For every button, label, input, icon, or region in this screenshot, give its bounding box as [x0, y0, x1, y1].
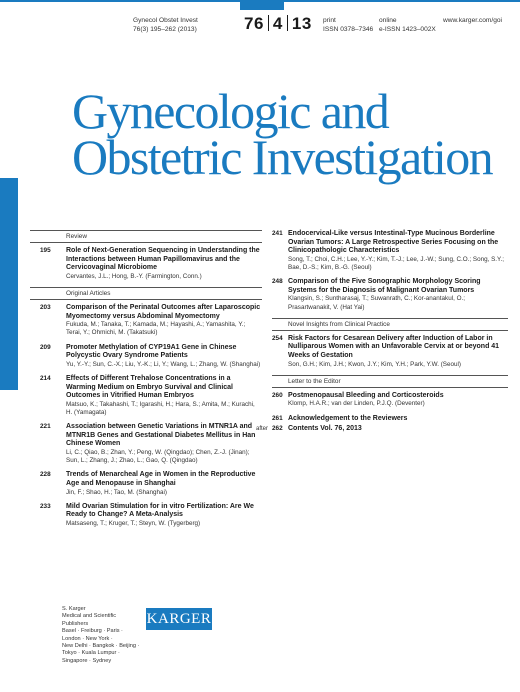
- toc-entry: [256, 425, 508, 434]
- page-prefix: after: [256, 426, 269, 433]
- online-issn: e-ISSN 1423–002X: [379, 26, 436, 33]
- page-number: 254: [272, 334, 283, 342]
- print-issn-block: [323, 16, 373, 34]
- article-authors: Matsaseng, T.; Kruger, T.; Steyn, W. (Tygerberg): [66, 519, 201, 527]
- article-authors: Klangsin, S.; Suntharasaj, T.; Suwanrath, C.; Kor-anantakul, O.; Prasartwanakit, V. (Hat Yai): [288, 295, 465, 311]
- article-title: Comparison of the Perinatal Outcomes after Laparoscopic Myomectomy versus Abdominal Myomectomy: [66, 303, 261, 320]
- article-title: Acknowledgement to the Reviewers: [288, 414, 408, 422]
- page-number: 261: [272, 414, 283, 422]
- article-authors: Matsuo, K.; Takahashi, T.; Igarashi, H.; Hara, S.; Amita, M.; Kurachi, H. (Yamagata): [66, 400, 255, 416]
- article-authors: Fukuda, M.; Tanaka, T.; Kamada, M.; Hayashi, A.; Yamashita, Y.; Terai, Y.; Ohmichi, M. (Takatsuki): [66, 321, 246, 337]
- toc-entry: [30, 344, 262, 369]
- toc-entry: [272, 392, 508, 409]
- article-title: Contents Vol. 76, 2013: [288, 425, 362, 433]
- online-label: online: [379, 17, 397, 24]
- toc-entry: [30, 503, 262, 528]
- article-authors: Jin, F.; Shao, H.; Tao, M. (Shanghai): [66, 488, 168, 496]
- page-number: 241: [272, 230, 283, 237]
- page-number: 209: [40, 343, 51, 351]
- article-authors: Song, T.; Choi, C.H.; Lee, Y.-Y.; Kim, T.-J.; Lee, J.-W.; Sung, C.O.; Song, S.Y.; Bae, D.-S.; Kim, B.-G. (Seoul): [288, 255, 504, 271]
- journal-title: [72, 83, 512, 185]
- article-title: Endocervical-Like versus Intestinal-Type Mucinous Borderline Ovarian Tumors: A Large Retrospective Series Focusing on the Clinicopathologic Characteristics: [288, 230, 499, 255]
- toc-entry: [30, 423, 262, 465]
- contents-right-column: [256, 230, 508, 436]
- section-heading: Review: [30, 230, 262, 243]
- journal-citation: [133, 16, 198, 34]
- journal-volume-pages: 76(3) 195–262 (2013): [133, 26, 197, 33]
- page-number: 262: [272, 425, 283, 433]
- article-title: Association between Genetic Variations in MTNR1A and MTNR1B Genes and Gestational Diabetes Mellitus in Han Chinese Women: [66, 423, 256, 448]
- side-color-bar: [0, 178, 18, 390]
- page-number: 233: [40, 502, 51, 510]
- top-color-tab: [240, 0, 284, 10]
- article-authors: Klomp, H.A.R.; van der Linden, P.J.Q. (Deventer): [288, 400, 425, 408]
- page-number: 248: [272, 278, 283, 286]
- issue-number-value: 4: [272, 14, 283, 33]
- toc-entry: [30, 471, 262, 496]
- page-number: 228: [40, 471, 51, 479]
- contents-left-column: [30, 230, 262, 534]
- print-label: print: [323, 17, 336, 24]
- toc-entry: [30, 304, 262, 338]
- toc-entry: [272, 278, 508, 312]
- print-issn: ISSN 0378–7346: [323, 26, 374, 33]
- article-title: Trends of Menarcheal Age in Women in the Reproductive Age and Menopause in Shanghai: [66, 471, 256, 487]
- page-number: 203: [40, 303, 51, 311]
- page-number: 221: [40, 423, 51, 431]
- journal-abbrev: Gynecol Obstet Invest: [133, 17, 198, 24]
- issue-number: [244, 14, 312, 34]
- article-title: Effects of Different Trehalose Concentrations in a Warming Medium on Embryo Survival and Clinical Outcomes in Vitrified Human Embryos: [66, 374, 233, 400]
- page-number: 260: [272, 391, 283, 399]
- section-heading: Original Articles: [30, 287, 262, 300]
- page-number: 195: [40, 247, 51, 254]
- toc-entry: [30, 247, 262, 281]
- publisher-address: S. Karger Medical and Scientific Publishers Basel · Freiburg · Paris · London · New York · New Delhi · Bangkok · Beijing · Tokyo · Kuala Lumpur · Singapore · Sydney: [62, 606, 140, 664]
- article-title: Role of Next-Generation Sequencing in Understanding the Interactions between Human Papillomavirus and the Cervicovaginal Microbiome: [66, 247, 260, 272]
- article-authors: Li, C.; Qiao, B.; Zhan, Y.; Peng, W. (Qingdao); Chen, Z.-J. (Jinan); Sun, L.; Zhang, J.; Zhao, L.; Gao, Q. (Qingdao): [66, 448, 250, 465]
- issue-divider: [287, 15, 288, 31]
- toc-entry: [272, 335, 508, 369]
- article-title: Comparison of the Five Sonographic Morphology Scoring Systems for the Diagnosis of Malignant Ovarian Tumors: [288, 278, 481, 294]
- toc-entry: [272, 415, 508, 424]
- article-title: Promoter Methylation of CYP19A1 Gene in Chinese Polycystic Ovary Syndrome Patients: [66, 343, 237, 360]
- toc-entry: [272, 230, 508, 272]
- article-authors: Yu, Y.-Y.; Sun, C.-X.; Liu, Y.-K.; Li, Y.; Wang, L.; Zhang, W. (Shanghai): [66, 360, 261, 368]
- article-title: Mild Ovarian Stimulation for in vitro Fertilization: Are We Ready to Change? A Meta-Analysis: [66, 502, 254, 519]
- issue-divider: [268, 15, 269, 31]
- journal-website: www.karger.com/goi: [443, 17, 502, 24]
- volume-number: 76: [244, 14, 264, 33]
- page-number: 214: [40, 374, 51, 382]
- article-title: Risk Factors for Cesarean Delivery after Induction of Labor in Nulliparous Women with an Unfavorable Cervix at or beyond 41 Weeks of Gestation: [288, 334, 500, 359]
- toc-entry: [30, 375, 262, 417]
- article-authors: Cervantes, J.L.; Hong, B.-Y. (Farmington, Conn.): [66, 272, 202, 280]
- journal-title-line2: Obstetric Investigation: [72, 129, 493, 185]
- online-issn-block: [379, 16, 436, 34]
- year-number: 13: [291, 14, 312, 33]
- article-authors: Son, G.H.; Kim, J.H.; Kwon, J.Y.; Kim, Y.H.; Park, Y.W. (Seoul): [288, 360, 461, 368]
- article-title: Postmenopausal Bleeding and Corticosteroids: [288, 391, 444, 399]
- karger-logo: KARGER: [146, 608, 212, 630]
- journal-title-line1: Gynecologic and: [72, 83, 389, 139]
- section-heading: Novel Insights from Clinical Practice: [272, 318, 508, 331]
- section-heading: Letter to the Editor: [272, 375, 508, 388]
